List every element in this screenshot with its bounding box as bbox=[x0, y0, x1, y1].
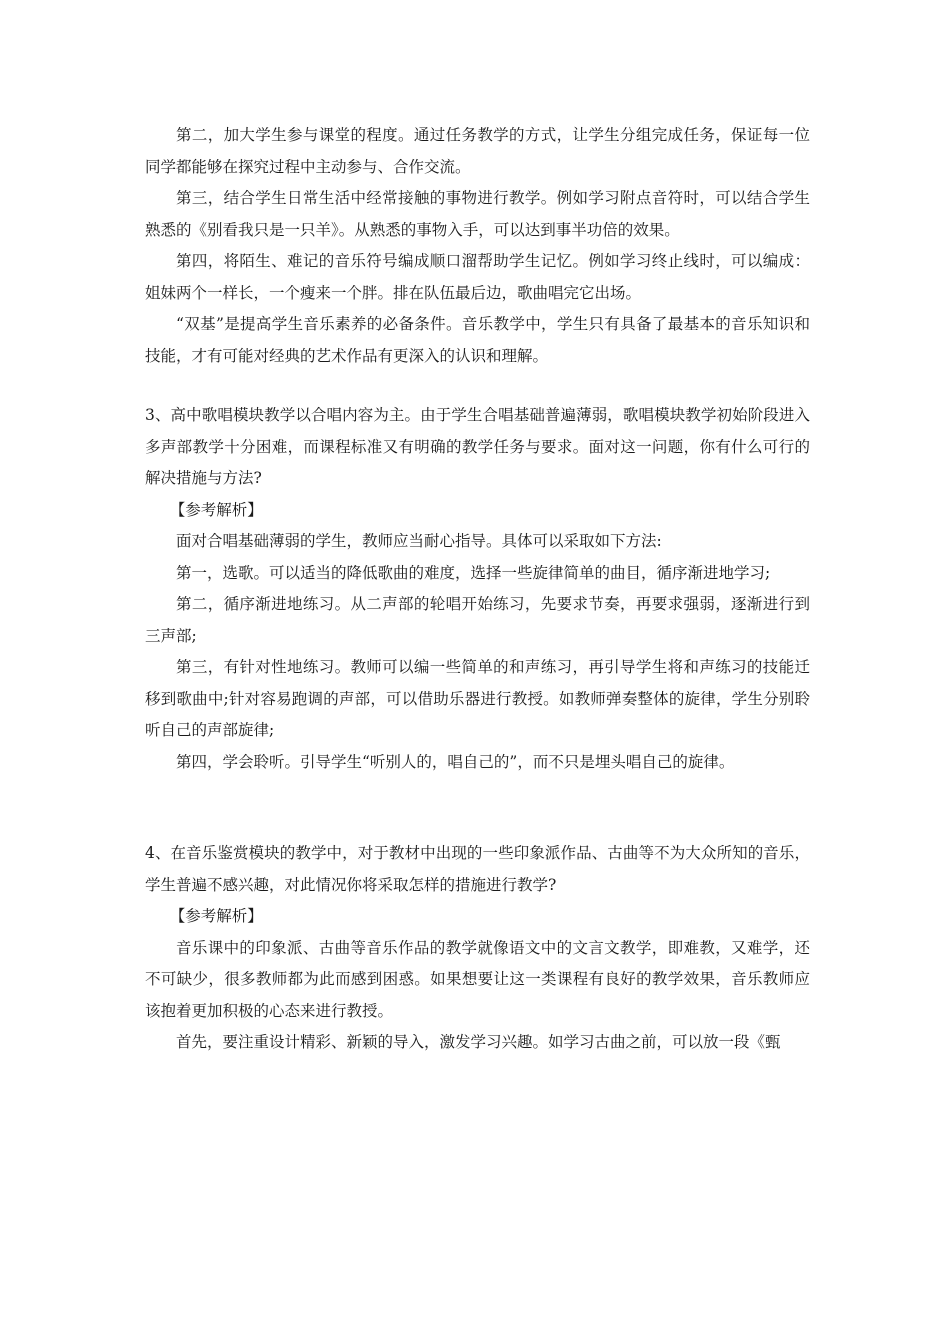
question-4-answer-label: 【参考解析】 bbox=[169, 907, 263, 925]
paragraph: 第四，将陌生、难记的音乐符号编成顺口溜帮助学生记忆。例如学习终止线时，可以编成：姐妹两个一样长，一个瘦来一个胖。排在队伍最后边，歌曲唱完它出场。 bbox=[145, 252, 810, 302]
section-gap bbox=[145, 372, 810, 400]
paragraph: 第四，学会聆听。引导学生“听别人的，唱自己的”，而不只是埋头唱自己的旋律。 bbox=[176, 752, 735, 771]
question-3-text: 3、高中歌唱模块教学以合唱内容为主。由于学生合唱基础普遍薄弱，歌唱模块教学初始阶段进入多声部教学十分困难，而课程标准又有明确的教学任务与要求。面对这一问题，你有什么可行的解决措施与方法? bbox=[145, 406, 810, 487]
paragraph: 第一，选歌。可以适当的降低歌曲的难度，选择一些旋律简单的曲目，循序渐进地学习; bbox=[176, 563, 771, 582]
question-3-answer-label: 【参考解析】 bbox=[169, 500, 263, 519]
paragraph: 面对合唱基础薄弱的学生，教师应当耐心指导。具体可以采取如下方法: bbox=[176, 532, 662, 550]
paragraph: 第二，加大学生参与课堂的程度。通过任务教学的方式，让学生分组完成任务，保证每一位同学都能够在探究过程中主动参与、合作交流。 bbox=[145, 126, 810, 176]
section-gap bbox=[145, 778, 810, 838]
paragraph: 第二，循序渐进地练习。从二声部的轮唱开始练习，先要求节奏，再要求强弱，逐渐进行到三声部; bbox=[145, 595, 810, 645]
paragraph: “双基”是提高学生音乐素养的必备条件。音乐教学中，学生只有具备了最基本的音乐知识和技能，才有可能对经典的艺术作品有更深入的认识和理解。 bbox=[145, 315, 810, 365]
question-4-text: 4、在音乐鉴赏模块的教学中，对于教材中出现的一些印象派作品、古曲等不为大众所知的音乐，学生普遍不感兴趣，对此情况你将采取怎样的措施进行教学? bbox=[145, 844, 810, 894]
paragraph: 第三，有针对性地练习。教师可以编一些简单的和声练习，再引导学生将和声练习的技能迁移到歌曲中;针对容易跑调的声部，可以借助乐器进行教授。如教师弹奏整体的旋律，学生分别聆听自己的声部旋律; bbox=[145, 658, 810, 739]
document-body bbox=[145, 120, 810, 1059]
paragraph: 首先，要注重设计精彩、新颖的导入，激发学习兴趣。如学习古曲之前，可以放一段《甄 bbox=[176, 1033, 781, 1051]
paragraph: 第三，结合学生日常生活中经常接触的事物进行教学。例如学习附点音符时，可以结合学生熟悉的《别看我只是一只羊》。从熟悉的事物入手，可以达到事半功倍的效果。 bbox=[145, 189, 810, 239]
paragraph: 音乐课中的印象派、古曲等音乐作品的教学就像语文中的文言文教学，即难教，又难学，还不可缺少，很多教师都为此而感到困惑。如果想要让这一类课程有良好的教学效果，音乐教师应该抱着更加积极的心态来进行教授。 bbox=[145, 938, 810, 1020]
